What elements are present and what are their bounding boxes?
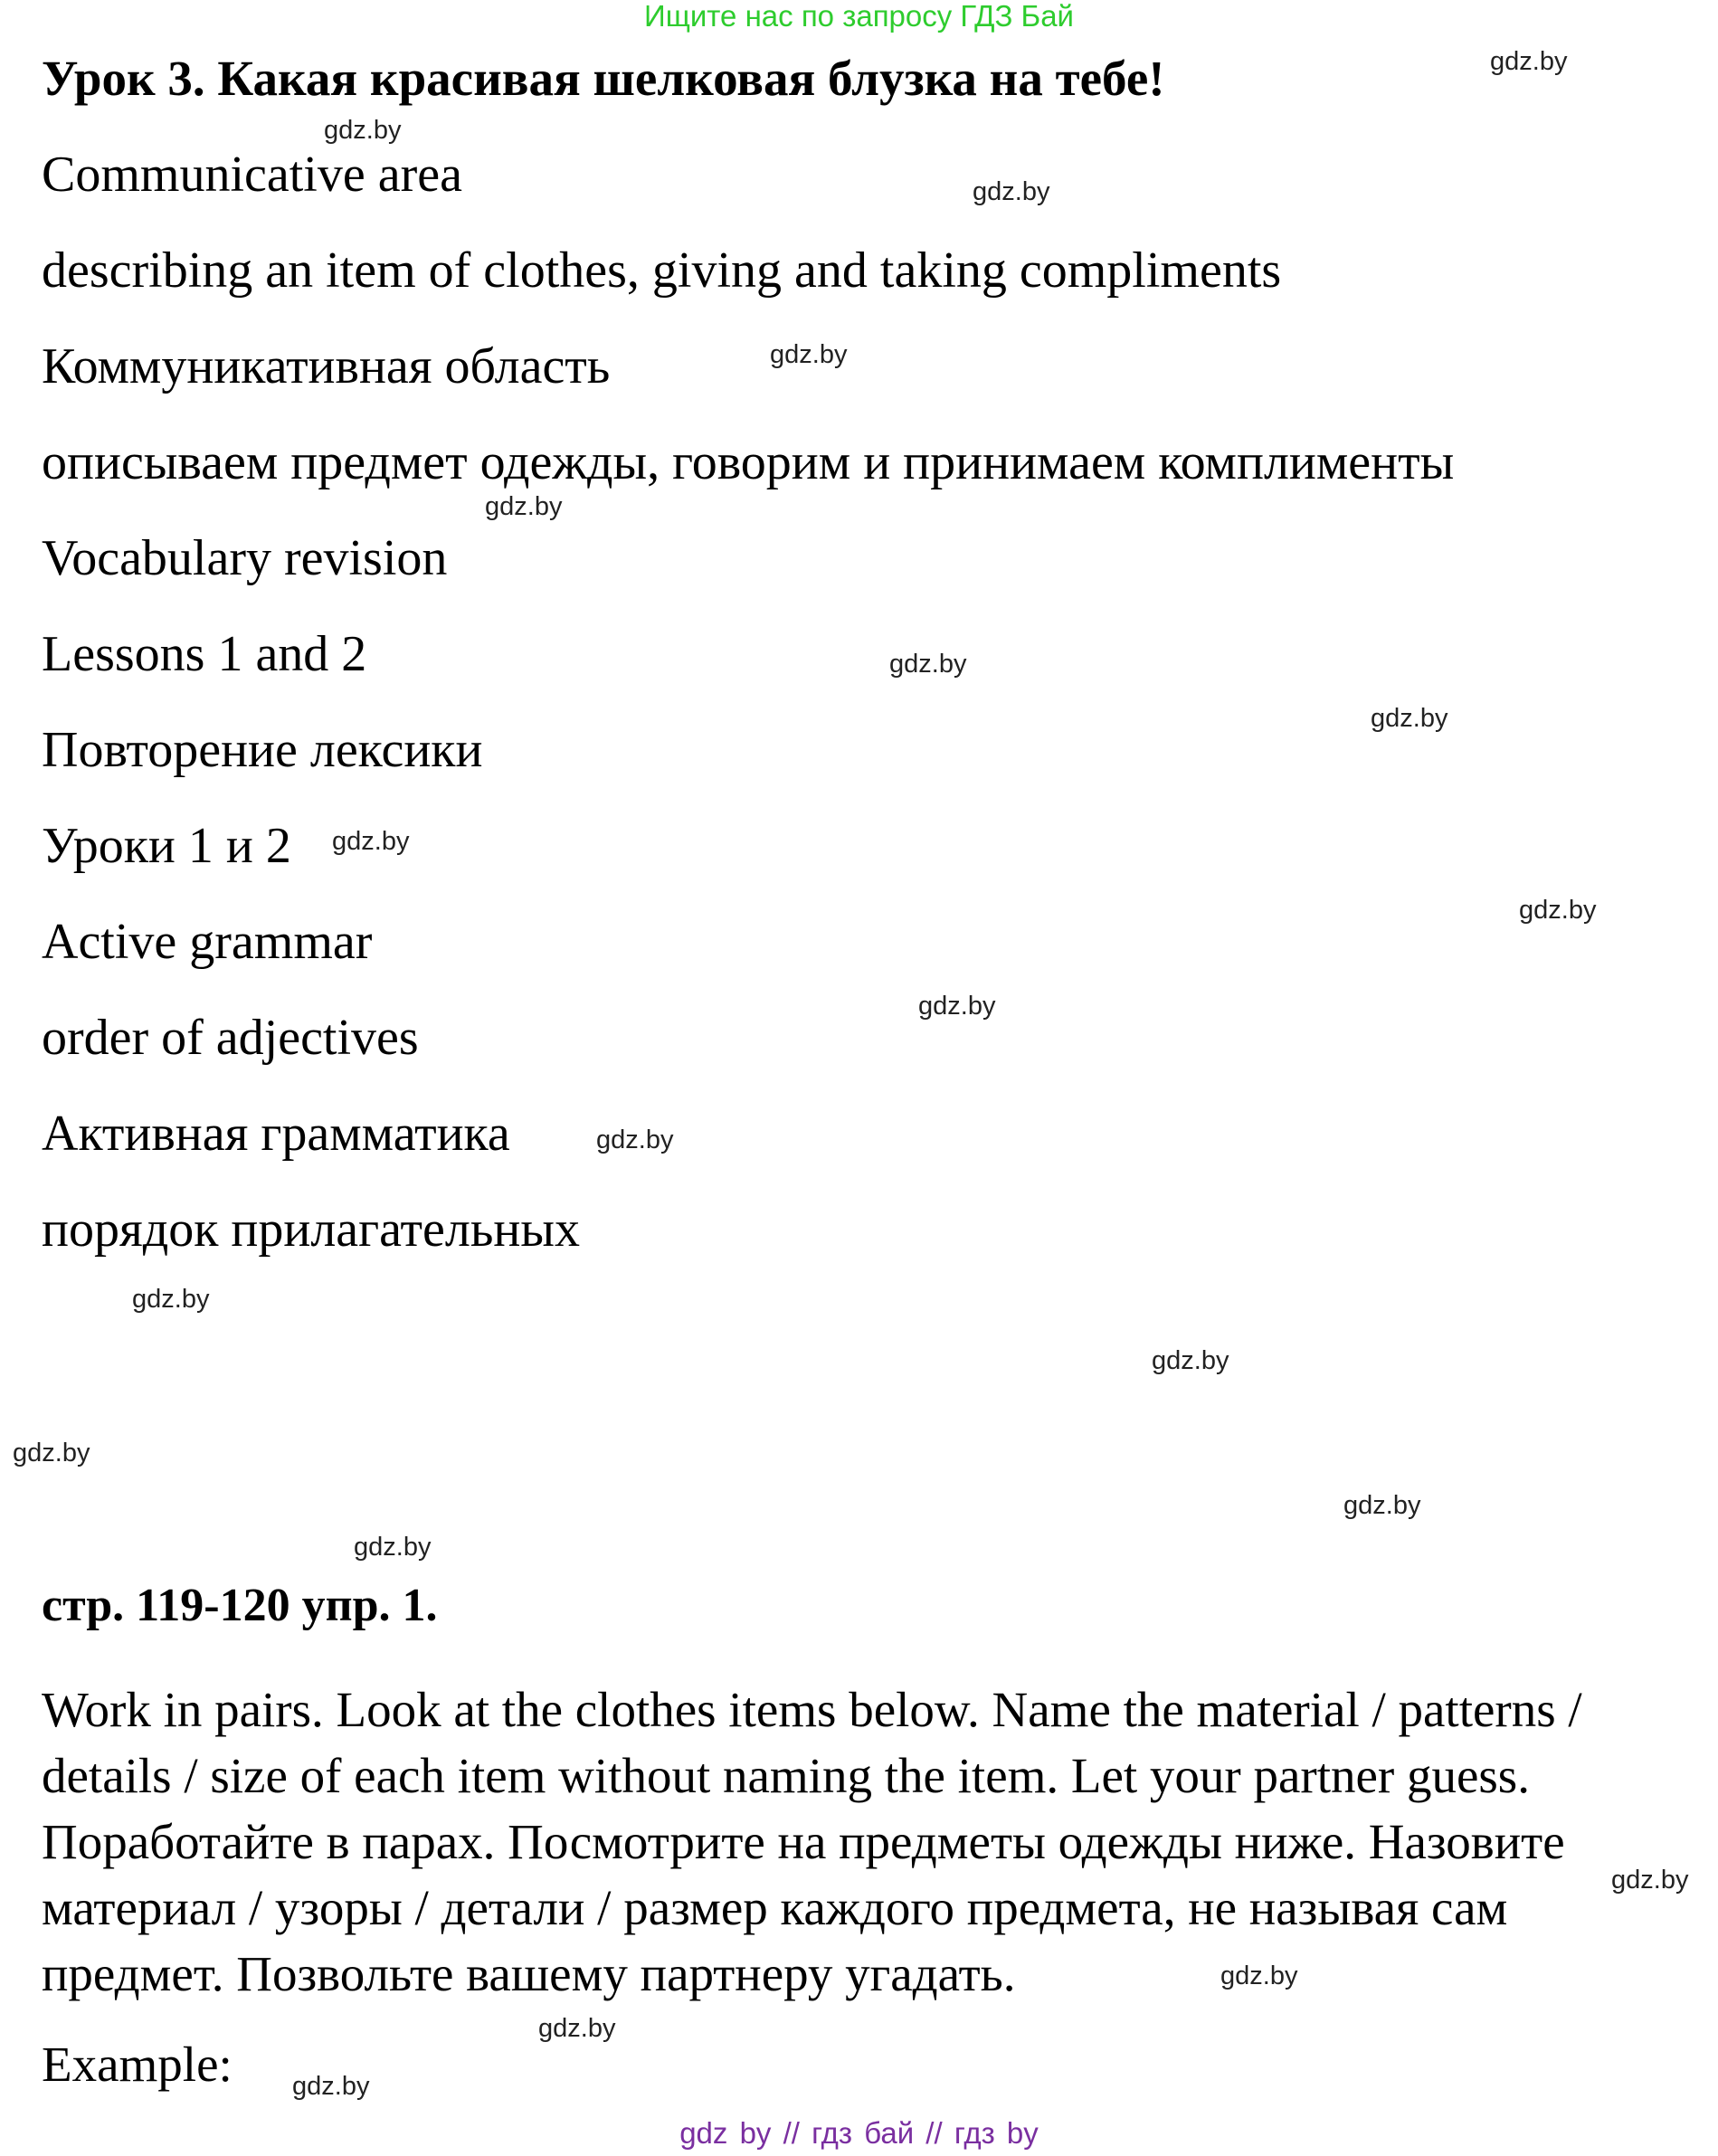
watermark: gdz.by xyxy=(770,340,848,369)
watermark: gdz.by xyxy=(13,1439,90,1467)
watermark: gdz.by xyxy=(973,177,1050,206)
communicative-area-text: describing an item of clothes, giving and taking compliments xyxy=(42,242,1282,299)
watermark: gdz.by xyxy=(1343,1491,1421,1520)
communicative-area-text-ru: описываем предмет одежды, говорим и принимаем комплименты xyxy=(42,434,1455,490)
page-title: Урок 3. Какая красивая шелковая блузка на тебе! xyxy=(42,51,1165,106)
exercise-heading: стр. 119-120 упр. 1. xyxy=(42,1580,438,1631)
active-grammar-text-ru: порядок прилагательных xyxy=(42,1201,580,1258)
watermark: gdz.by xyxy=(1152,1346,1229,1375)
exercise-line: Work in pairs. Look at the clothes items below. Name the material / patterns / xyxy=(42,1682,1582,1737)
search-banner: Ищите нас по запросу ГДЗ Бай xyxy=(644,0,1074,33)
exercise-line: предмет. Позвольте вашему партнеру угадать. xyxy=(42,1946,1016,2001)
communicative-area-label: Communicative area xyxy=(42,147,462,203)
watermark: gdz.by xyxy=(132,1285,210,1314)
watermark: gdz.by xyxy=(1611,1866,1689,1895)
watermark: gdz.by xyxy=(1220,1961,1298,1990)
active-grammar-label: Active grammar xyxy=(42,914,373,970)
vocabulary-revision-label: Vocabulary revision xyxy=(42,530,448,586)
watermark: gdz.by xyxy=(332,827,410,856)
watermark: gdz.by xyxy=(918,992,996,1021)
vocabulary-revision-label-ru: Повторение лексики xyxy=(42,722,483,778)
example-label: Example: xyxy=(42,2037,233,2092)
vocabulary-revision-text: Lessons 1 and 2 xyxy=(42,626,367,682)
watermark: gdz.by xyxy=(596,1125,674,1154)
exercise-line: details / size of each item without naming the item. Let your partner guess. xyxy=(42,1748,1530,1803)
vocabulary-revision-text-ru: Уроки 1 и 2 xyxy=(42,818,291,874)
watermark: gdz.by xyxy=(485,492,563,521)
watermark: gdz.by xyxy=(292,2072,370,2101)
watermark: gdz.by xyxy=(1490,47,1568,76)
communicative-area-label-ru: Коммуникативная область xyxy=(42,338,611,394)
watermark: gdz.by xyxy=(1519,896,1597,925)
watermark: gdz.by xyxy=(1371,704,1448,733)
exercise-line: Поработайте в парах. Посмотрите на предметы одежды ниже. Назовите xyxy=(42,1814,1565,1869)
footer-links: gdz by // гдз бай // гдз by xyxy=(679,2116,1039,2150)
active-grammar-text: order of adjectives xyxy=(42,1010,419,1066)
watermark: gdz.by xyxy=(538,2014,616,2043)
active-grammar-label-ru: Активная грамматика xyxy=(42,1106,510,1162)
watermark: gdz.by xyxy=(354,1533,432,1562)
watermark: gdz.by xyxy=(324,116,402,145)
watermark: gdz.by xyxy=(889,650,967,679)
exercise-line: материал / узоры / детали / размер каждого предмета, не называя сам xyxy=(42,1880,1508,1935)
